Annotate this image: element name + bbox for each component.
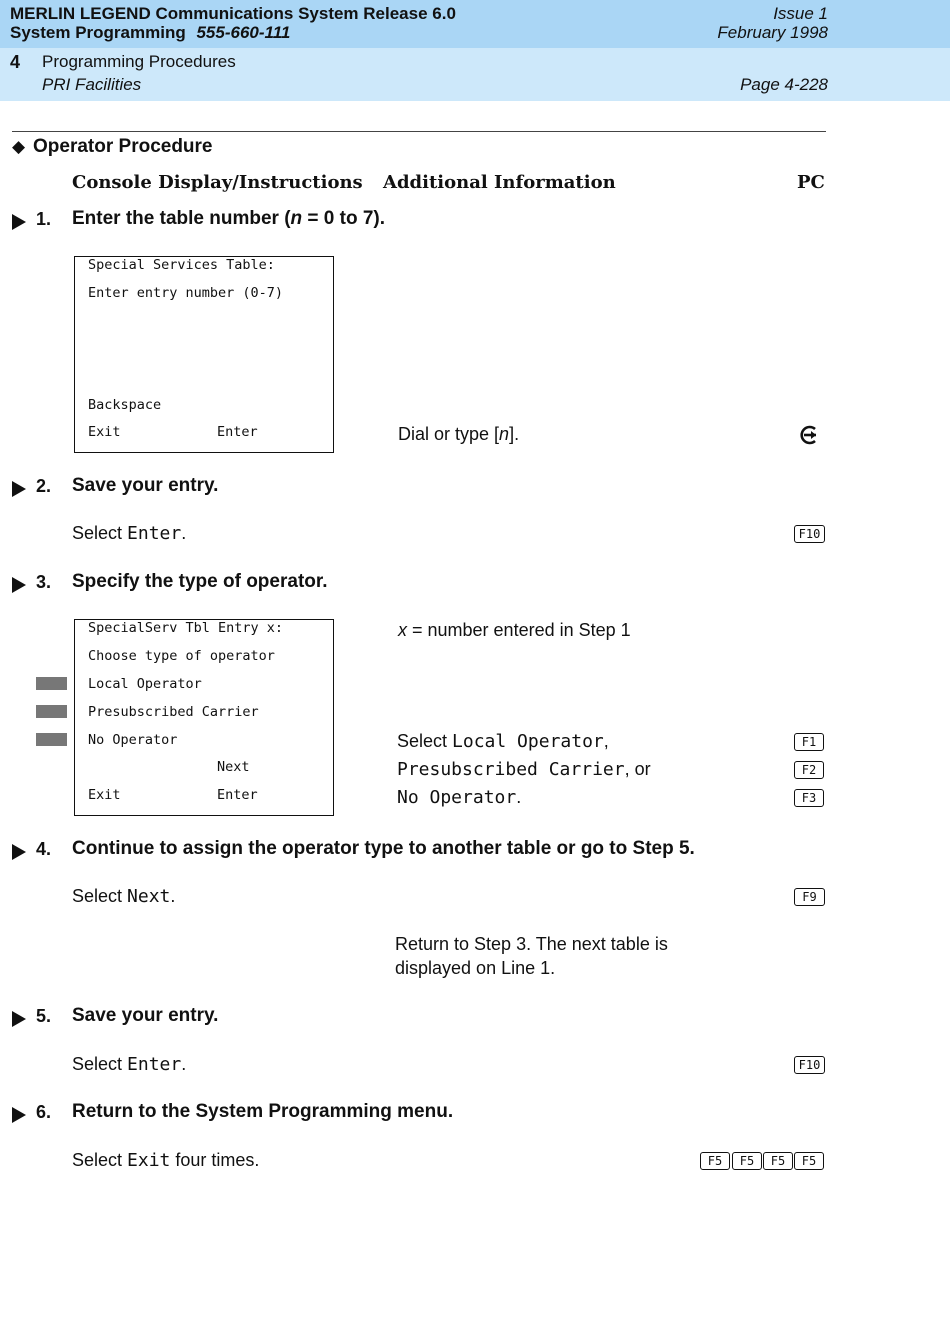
select-sep: , or bbox=[624, 759, 651, 779]
step-1-info-post: ]. bbox=[509, 424, 520, 444]
step-6-title: Return to the System Programming menu. bbox=[72, 1101, 454, 1122]
console-screen-step-1 bbox=[74, 256, 334, 453]
step-3-number: 3. bbox=[36, 572, 52, 592]
step-4-instruction bbox=[72, 886, 175, 907]
button-slot-indicator bbox=[36, 705, 67, 718]
f5-key: F5 bbox=[763, 1152, 793, 1170]
select-item-presubscribed-carrier: Presubscribed Carrier bbox=[397, 759, 625, 780]
select-post: four times. bbox=[170, 1150, 260, 1170]
f5-key: F5 bbox=[794, 1152, 824, 1170]
select-post: . bbox=[170, 886, 176, 906]
step-arrow-icon bbox=[12, 1011, 26, 1027]
divider-rule bbox=[12, 131, 826, 132]
select-pre: Select bbox=[72, 1150, 128, 1170]
step-2-instruction bbox=[72, 523, 186, 544]
select-post: . bbox=[181, 523, 187, 543]
f9-key: F9 bbox=[794, 888, 825, 906]
step-3-title: Specify the type of operator. bbox=[72, 571, 328, 592]
f5-key: F5 bbox=[732, 1152, 762, 1170]
step-3-select-line-2 bbox=[397, 759, 651, 780]
step-6-number: 6. bbox=[36, 1102, 52, 1122]
step-4-info-line-1: Return to Step 3. The next table is bbox=[395, 934, 668, 954]
screen-option-local-operator: Local Operator bbox=[88, 676, 202, 692]
step-4-number: 4. bbox=[36, 839, 52, 859]
page-number: Page 4-228 bbox=[740, 75, 828, 94]
button-slot-indicator bbox=[36, 733, 67, 746]
select-pre: Select bbox=[397, 731, 453, 751]
screen-option-no-operator: No Operator bbox=[88, 732, 178, 748]
select-pre: Select bbox=[72, 1054, 128, 1074]
f1-key: F1 bbox=[794, 733, 824, 751]
step-1-info-pre: Dial or type [ bbox=[398, 424, 500, 444]
note-var: x bbox=[398, 620, 407, 640]
step-6-instruction bbox=[72, 1150, 259, 1171]
screen-exit: Exit bbox=[88, 424, 121, 440]
step-arrow-icon bbox=[12, 481, 26, 497]
select-item-local-operator: Local Operator bbox=[452, 731, 604, 752]
diamond-icon: ◆ bbox=[12, 137, 26, 156]
select-item: Exit bbox=[127, 1150, 171, 1171]
step-1-info-var: n bbox=[499, 424, 510, 444]
doc-number: 555-660-111 bbox=[196, 23, 291, 42]
screen-line-1: Special Services Table: bbox=[88, 257, 275, 273]
select-item-no-operator: No Operator bbox=[397, 787, 517, 808]
select-pre: Select bbox=[72, 523, 128, 543]
step-4-info-line-2: displayed on Line 1. bbox=[395, 958, 556, 978]
step-4-title: Continue to assign the operator type to another table or go to Step 5. bbox=[72, 838, 695, 859]
step-1-info bbox=[398, 424, 519, 445]
step-1-title bbox=[72, 208, 385, 230]
doc-subtitle bbox=[10, 23, 290, 43]
column-heading-console: Console Display/Instructions bbox=[72, 172, 363, 193]
step-arrow-icon bbox=[12, 844, 26, 860]
console-screen-step-3 bbox=[74, 619, 334, 816]
f10-key: F10 bbox=[794, 525, 825, 543]
select-item: Enter bbox=[127, 1054, 182, 1075]
chapter-title: Programming Procedures bbox=[42, 52, 236, 71]
f2-key: F2 bbox=[794, 761, 824, 779]
step-5-number: 5. bbox=[36, 1006, 52, 1026]
screen-option-presubscribed-carrier: Presubscribed Carrier bbox=[88, 704, 259, 720]
screen-line-1: SpecialServ Tbl Entry x: bbox=[88, 620, 284, 636]
step-arrow-icon bbox=[12, 214, 26, 230]
screen-next: Next bbox=[217, 759, 250, 775]
step-arrow-icon bbox=[12, 1107, 26, 1123]
screen-line-2: Enter entry number (0-7) bbox=[88, 285, 284, 301]
column-heading-pc: PC bbox=[797, 172, 825, 193]
select-sep: . bbox=[516, 787, 522, 807]
step-1-title-post: = 0 to 7). bbox=[302, 208, 386, 229]
date-label: February 1998 bbox=[717, 23, 828, 42]
screen-backspace: Backspace bbox=[88, 397, 162, 413]
note-text: = number entered in Step 1 bbox=[407, 620, 631, 640]
step-3-select-line-1 bbox=[397, 731, 609, 752]
f5-key: F5 bbox=[700, 1152, 730, 1170]
step-3-select-line-3 bbox=[397, 787, 521, 808]
column-heading-info: Additional Information bbox=[383, 172, 616, 193]
step-5-title: Save your entry. bbox=[72, 1005, 219, 1026]
f3-key: F3 bbox=[794, 789, 824, 807]
dial-icon bbox=[798, 425, 820, 445]
screen-line-2: Choose type of operator bbox=[88, 648, 275, 664]
select-pre: Select bbox=[72, 886, 128, 906]
step-arrow-icon bbox=[12, 577, 26, 593]
step-1-number: 1. bbox=[36, 209, 52, 229]
select-item: Next bbox=[127, 886, 171, 907]
select-post: . bbox=[181, 1054, 187, 1074]
step-1-title-pre: Enter the table number ( bbox=[72, 208, 291, 229]
f10-key: F10 bbox=[794, 1056, 825, 1074]
subtitle-prefix: System Programming bbox=[10, 23, 186, 42]
section-title: PRI Facilities bbox=[42, 75, 142, 94]
step-2-number: 2. bbox=[36, 476, 52, 496]
step-1-title-var: n bbox=[290, 208, 303, 229]
step-5-instruction bbox=[72, 1054, 186, 1075]
step-2-title: Save your entry. bbox=[72, 475, 219, 496]
select-item: Enter bbox=[127, 523, 182, 544]
button-slot-indicator bbox=[36, 677, 67, 690]
chapter-number: 4 bbox=[10, 52, 21, 72]
screen-enter: Enter bbox=[217, 424, 258, 440]
issue-label: Issue 1 bbox=[773, 4, 828, 23]
select-sep: , bbox=[603, 731, 609, 751]
doc-title: MERLIN LEGEND Communications System Release 6.0 bbox=[10, 4, 456, 23]
procedure-title: Operator Procedure bbox=[33, 136, 213, 157]
screen-exit: Exit bbox=[88, 787, 121, 803]
step-3-note bbox=[398, 620, 631, 641]
screen-enter: Enter bbox=[217, 787, 258, 803]
